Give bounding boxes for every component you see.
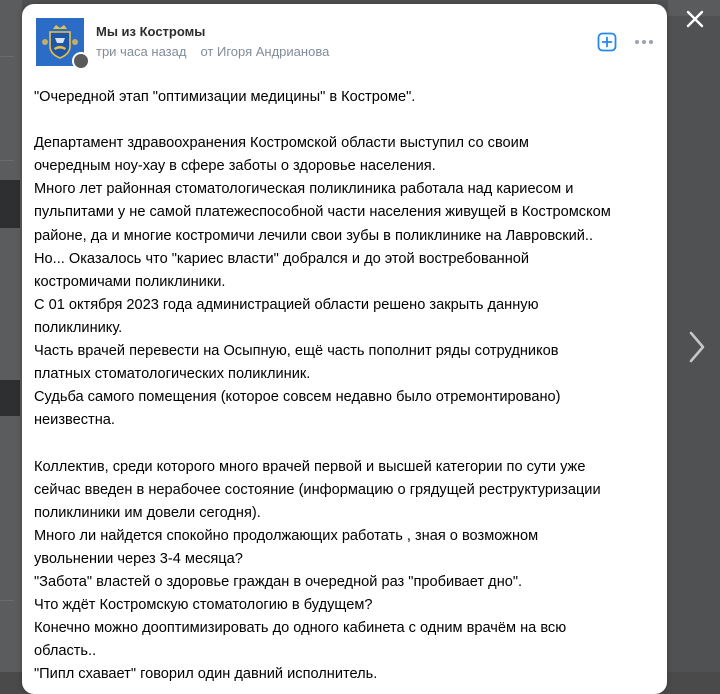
- post-text-line: поликлинику.: [34, 319, 123, 336]
- background-image-block: [0, 180, 20, 228]
- post-text-line: Часть врачей перевести на Осыпную, ещё часть пополнит ряды сотрудников: [34, 343, 559, 360]
- post-text-line: Судьба самого помещения (которое совсем недавно было отремонтировано): [34, 389, 561, 406]
- post-text-line: Конечно можно дооптимизировать до одного кабинета с одним врачём на всю: [34, 620, 567, 637]
- post-text-line: Много лет районная стоматологическая поликлиника работала над кариесом и: [34, 181, 574, 198]
- post-text-line: Много ли найдется спокойно продолжающих работать , зная о возможном: [34, 527, 539, 544]
- post-author-link[interactable]: Игоря Андрианова: [216, 44, 330, 59]
- chevron-right-icon[interactable]: [684, 327, 710, 367]
- plus-square-icon[interactable]: [597, 32, 617, 52]
- background-image-block: [0, 380, 20, 416]
- post-text-line: очередным ноу-хау в сфере заботы о здоровье населения.: [34, 158, 436, 175]
- post-text-line: костромичами поликлиники.: [34, 273, 226, 290]
- post-text-line: "Очередной этап "оптимизации медицины" в Костроме".: [34, 89, 416, 105]
- post-text: [34, 86, 649, 686]
- post-text-line: поликлиники им довели сегодня).: [34, 504, 261, 521]
- post-text-line: Но... Оказалось что "кариес власти" добрался и до этой востребованной: [34, 250, 530, 267]
- post-meta: [96, 44, 329, 59]
- post-text-line: Что ждёт Костромскую стоматологию в будущем?: [34, 597, 373, 614]
- post-text-line: область..: [34, 643, 97, 660]
- online-badge: [72, 52, 90, 70]
- post-text-line: неизвестна.: [34, 412, 115, 429]
- post-text-line: платных стоматологических поликлиник.: [34, 366, 311, 383]
- post-modal: [22, 4, 667, 694]
- post-text-line: районе, да и многие костромичи лечили свои зубы в поликлинике на Лавровский..: [34, 227, 594, 244]
- post-time[interactable]: три часа назад: [96, 44, 187, 59]
- post-text-line: Департамент здравоохранения Костромской области выступил со своим: [34, 135, 529, 152]
- close-icon[interactable]: [684, 8, 706, 30]
- post-text-line: пульпитами у не самой платежеспособной части населения живущей в Костромском: [34, 204, 611, 221]
- post-text-line: С 01 октября 2023 года администрацией области решено закрыть данную: [34, 296, 539, 313]
- post-text-line: "Забота" властей о здоровье граждан в очередной раз "пробивает дно".: [34, 573, 523, 590]
- post-text-line: "Пипл схавает" говорил один давний исполнитель.: [34, 666, 378, 683]
- background-line: [0, 56, 14, 57]
- more-horizontal-icon[interactable]: [633, 32, 655, 52]
- author-prefix: от: [200, 44, 214, 59]
- post-text-blank-line: [34, 109, 649, 132]
- community-name[interactable]: Мы из Костромы: [96, 24, 206, 39]
- background-feed-edge: [0, 0, 22, 672]
- post-text-line: сейчас введен в нерабочее состояние (информацию о грядущей реструктуризации: [34, 481, 601, 498]
- background-line: [0, 600, 14, 601]
- background-line: [0, 160, 14, 161]
- post-text-line: Коллектив, среди которого много врачей первой и высшей категории по сути уже: [34, 458, 586, 475]
- post-text-blank-line: [34, 432, 649, 455]
- post-text-line: увольнении через 3-4 месяца?: [34, 550, 243, 567]
- post-header: [36, 18, 656, 68]
